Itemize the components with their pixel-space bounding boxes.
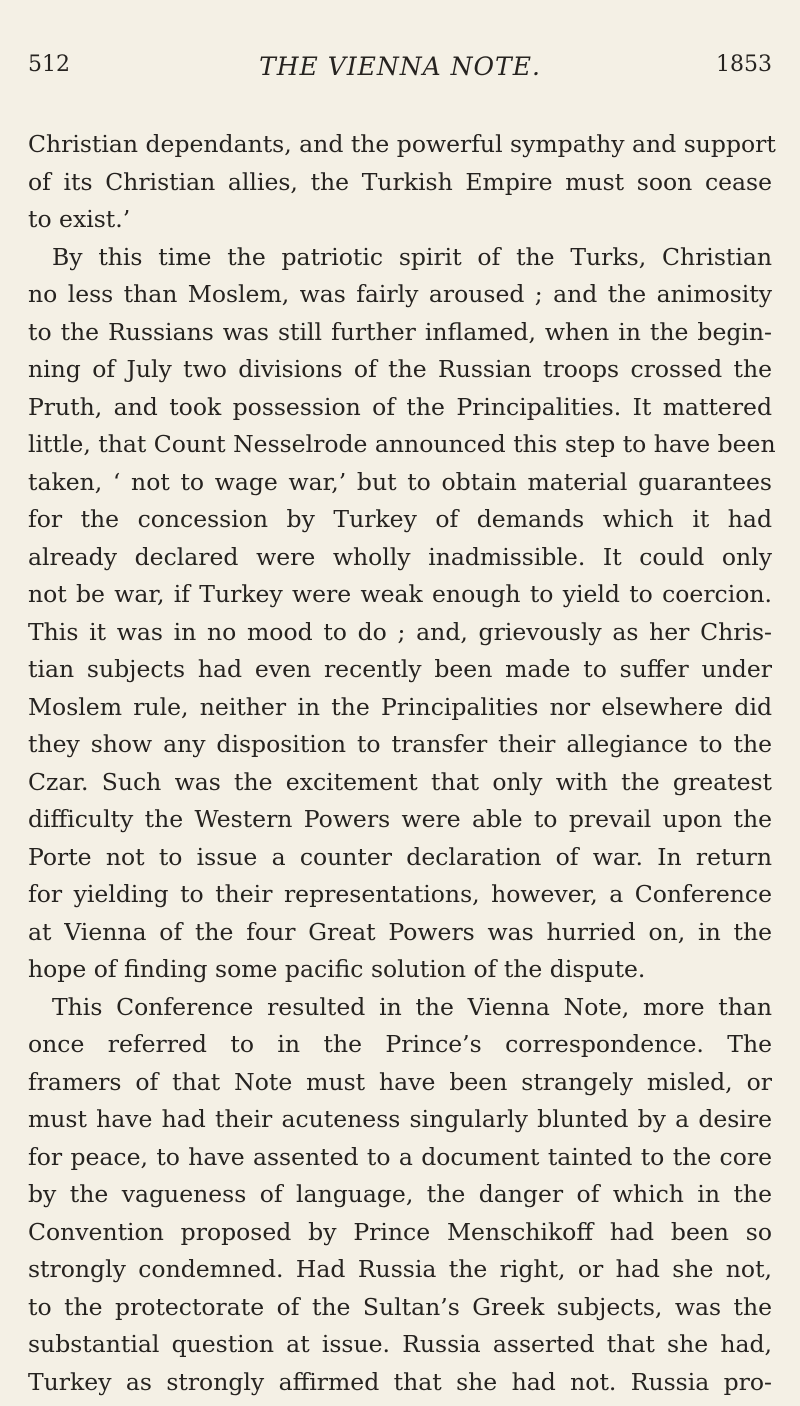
- text-line: substantial question at issue. Russia asserted that she had,: [28, 1330, 772, 1358]
- text-line: Christian dependants, and the powerful sympathy and support: [28, 130, 776, 158]
- text-line: Convention proposed by Prince Menschikoff had been so: [28, 1217, 772, 1246]
- text-line: Moslem rule, neither in the Principalities nor elsewhere did: [28, 692, 772, 721]
- text-line: This it was in no mood to do ; and, grievously as her Chris-: [28, 617, 772, 646]
- text-line: ning of July two divisions of the Russian troops crossed the: [28, 355, 772, 383]
- text-line: By this time the patriotic spirit of the Turks, Christian: [52, 242, 772, 271]
- text-line: to exist.’: [28, 205, 131, 233]
- text-line: Pruth, and took possession of the Principalities. It mattered: [28, 392, 772, 421]
- text-line: not be war, if Turkey were weak enough to yield to coercion.: [28, 580, 772, 608]
- text-line: at Vienna of the four Great Powers was hurried on, in the: [28, 917, 772, 946]
- running-title: THE VIENNA NOTE.: [259, 52, 541, 81]
- text-line: they show any disposition to transfer their allegiance to the: [28, 730, 772, 758]
- page-number: 512: [28, 52, 70, 77]
- text-line: no less than Moslem, was fairly aroused ; and the animosity: [28, 280, 772, 308]
- text-line: hope of finding some pacific solution of the dispute.: [28, 955, 646, 983]
- text-line: already declared were wholly inadmissible. It could only: [28, 542, 772, 571]
- text-line: for the concession by Turkey of demands which it had: [28, 505, 772, 533]
- body-text: [28, 126, 776, 1401]
- text-line: of its Christian allies, the Turkish Empire must soon cease: [28, 167, 772, 196]
- text-line: difficulty the Western Powers were able to prevail upon the: [28, 805, 772, 833]
- text-line: to the Russians was still further inflamed, when in the begin-: [28, 317, 772, 346]
- text-line: Czar. Such was the excitement that only with the greatest: [28, 767, 772, 796]
- text-line: for yielding to their representations, however, a Conference: [28, 880, 772, 908]
- text-line: once referred to in the Prince’s correspondence. The: [28, 1030, 772, 1058]
- text-line: for peace, to have assented to a document tainted to the core: [28, 1142, 772, 1171]
- text-line: framers of that Note must have been strangely misled, or: [28, 1067, 772, 1096]
- text-line: This Conference resulted in the Vienna Note, more than: [52, 992, 772, 1021]
- text-line: Porte not to issue a counter declaration of war. In return: [28, 842, 772, 871]
- running-header: [28, 52, 772, 92]
- text-line: taken, ‘ not to wage war,’ but to obtain material guarantees: [28, 467, 772, 496]
- text-line: little, that Count Nesselrode announced this step to have been: [28, 430, 776, 458]
- text-line: must have had their acuteness singularly blunted by a desire: [28, 1105, 772, 1133]
- text-line: Turkey as strongly affirmed that she had not. Russia pro-: [28, 1367, 772, 1396]
- text-line: tian subjects had even recently been made to suffer under: [28, 655, 772, 683]
- text-line: strongly condemned. Had Russia the right, or had she not,: [28, 1255, 772, 1283]
- header-year: 1853: [716, 52, 772, 77]
- text-line: by the vagueness of language, the danger of which in the: [28, 1180, 772, 1208]
- text-line: to the protectorate of the Sultan’s Greek subjects, was the: [28, 1292, 772, 1321]
